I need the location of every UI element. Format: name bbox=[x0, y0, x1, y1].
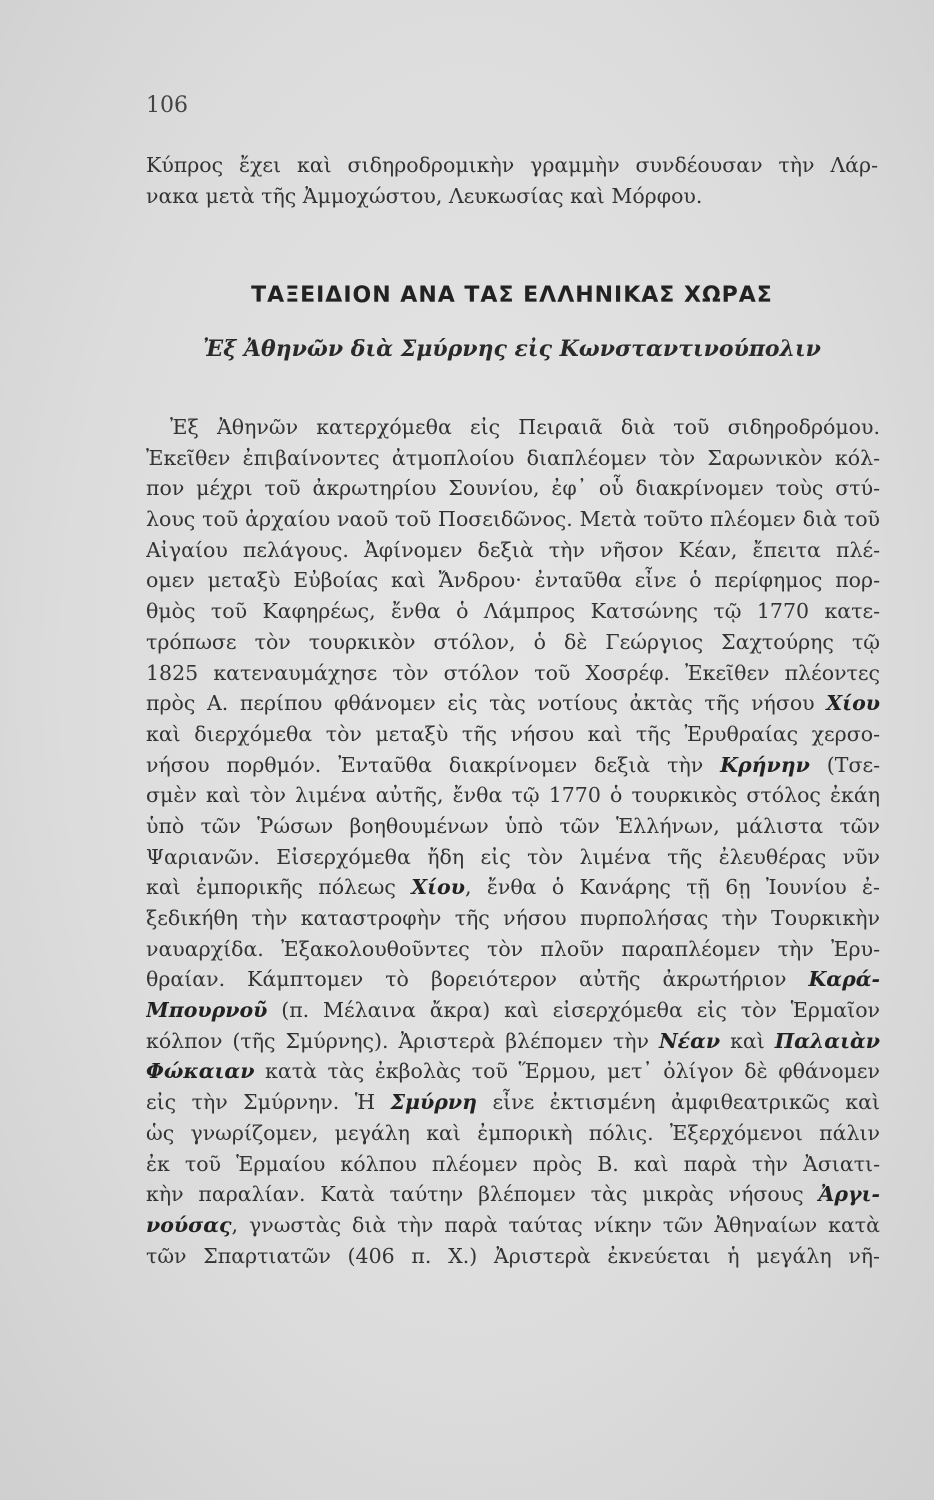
place-name: Νέαν bbox=[658, 1028, 721, 1053]
body-line: ὑπὸ τῶν Ῥώσων βοηθουμένων ὑπὸ τῶν Ἑλλήνων, μάλιστα τῶν bbox=[146, 813, 880, 838]
place-name: Καρά- bbox=[808, 967, 880, 992]
body-line: νήσου πορθμόν. Ἐνταῦθα διακρίνομεν δεξιὰ τὴν Κρήνην (Τσε- bbox=[146, 752, 880, 777]
place-name: Μπουρνοῦ bbox=[146, 998, 268, 1023]
body-line: νούσας, γνωστὰς διὰ τὴν παρὰ ταύτας νίκην τῶν Ἀθηναίων κατὰ bbox=[146, 1212, 880, 1237]
body-line: σμὲν καὶ τὸν λιμένα αὐτῆς, ἔνθα τῷ 1770 ὁ τουρκικὸς στόλος ἐκάη bbox=[146, 783, 880, 808]
body-line: 1825 κατεναυμάχησε τὸν στόλον τοῦ Χοσρέφ. Ἐκεῖθεν πλέοντες bbox=[146, 660, 880, 685]
place-name: Σμύρνη bbox=[390, 1090, 477, 1115]
body-line: ξεδικήθη τὴν καταστροφὴν τῆς νήσου πυρπολήσας τὴν Τουρκικὴν bbox=[146, 906, 880, 930]
body-line: εἰς τὴν Σμύρνην. Ἡ Σμύρνη εἶνε ἐκτισμένη ἀμφιθεατρικῶς καὶ bbox=[146, 1090, 880, 1115]
place-name: Παλαιὰν bbox=[774, 1028, 880, 1053]
page-number: 106 bbox=[146, 93, 188, 118]
body-line: Ἐκεῖθεν ἐπιβαίνοντες ἀτμοπλοίου διαπλέομεν τὸν Σαρωνικὸν κόλ- bbox=[146, 445, 880, 470]
place-name: Χίου bbox=[411, 875, 465, 900]
body-line: λους τοῦ ἀρχαίου ναοῦ τοῦ Ποσειδῶνος. Μετὰ τοῦτο πλέομεν διὰ τοῦ bbox=[146, 507, 880, 532]
place-name: νούσας bbox=[146, 1212, 232, 1237]
body-line: κὴν παραλίαν. Κατὰ ταύτην βλέπομεν τὰς μικρὰς νήσους Ἀργι- bbox=[146, 1182, 880, 1207]
place-name: Κρήνην bbox=[720, 752, 810, 777]
body-line: τῶν Σπαρτιατῶν (406 π. Χ.) Ἀριστερὰ ἐκνεύεται ἡ μεγάλη νῆ- bbox=[146, 1243, 880, 1268]
body-line: ομεν μεταξὺ Εὐβοίας καὶ Ἄνδρου· ἐνταῦθα εἶνε ὁ περίφημος πορ- bbox=[146, 568, 880, 593]
body-line: Αἰγαίου πελάγους. Ἀφίνομεν δεξιὰ τὴν νῆσον Κέαν, ἔπειτα πλέ- bbox=[146, 537, 880, 562]
intro-paragraph bbox=[146, 150, 878, 211]
intro-line: νακα μετὰ τῆς Ἀμμοχώστου, Λευκωσίας καὶ Μόρφου. bbox=[146, 183, 703, 208]
body-paragraph bbox=[146, 412, 880, 1271]
body-line: Ἐξ Ἀθηνῶν κατερχόμεθα εἰς Πειραιᾶ διὰ τοῦ σιδηροδρόμου. bbox=[170, 415, 880, 439]
body-line: ναυαρχίδα. Ἐξακολουθοῦντες τὸν πλοῦν παραπλέομεν τὴν Ἐρυ- bbox=[146, 936, 880, 961]
body-line: Φώκαιαν κατὰ τὰς ἐκβολὰς τοῦ Ἕρμου, μετ᾽ ὀλίγον δὲ φθάνομεν bbox=[146, 1059, 880, 1084]
body-line: ἐκ τοῦ Ἑρμαίου κόλπου πλέομεν πρὸς Β. καὶ παρὰ τὴν Ἀσιατι- bbox=[146, 1151, 880, 1176]
place-name: Ἀργι- bbox=[818, 1182, 880, 1207]
body-line: τρόπωσε τὸν τουρκικὸν στόλον, ὁ δὲ Γεώργιος Σαχτούρης τῷ bbox=[146, 629, 880, 654]
body-line: πρὸς Α. περίπου φθάνομεν εἰς τὰς νοτίους ἀκτὰς τῆς νήσου Χίου bbox=[146, 691, 880, 716]
body-line: κόλπον (τῆς Σμύρνης). Ἀριστερὰ βλέπομεν τὴν Νέαν καὶ Παλαιὰν bbox=[146, 1028, 880, 1053]
route-subtitle: Ἐξ Ἀθηνῶν διὰ Σμύρνης εἰς Κωνσταντινούπολιν bbox=[203, 336, 821, 362]
intro-line: Κύπρος ἔχει καὶ σιδηροδρομικὴν γραμμὴν συνδέουσαν τὴν Λάρ- bbox=[146, 153, 878, 177]
body-line: θμὸς τοῦ Καφηρέως, ἔνθα ὁ Λάμπρος Κατσώνης τῷ 1770 κατε- bbox=[146, 599, 880, 624]
body-line: ὡς γνωρίζομεν, μεγάλη καὶ ἐμπορικὴ πόλις. Ἐξερχόμενοι πάλιν bbox=[146, 1120, 880, 1145]
body-line: θραίαν. Κάμπτομεν τὸ βορειότερον αὐτῆς ἀκρωτήριον Καρά- bbox=[146, 967, 880, 992]
body-line: πον μέχρι τοῦ ἀκρωτηρίου Σουνίου, ἐφ᾽ οὗ διακρίνομεν τοὺς στύ- bbox=[146, 476, 880, 501]
body-line: Ψαριανῶν. Εἰσερχόμεθα ἤδη εἰς τὸν λιμένα τῆς ἐλευθέρας νῦν bbox=[146, 844, 880, 869]
place-name: Χίου bbox=[826, 691, 880, 716]
section-title: ΤΑΞΕΙΔΙΟΝ ΑΝΑ ΤΑΣ ΕΛΛΗΝΙΚΑΣ ΧΩΡΑΣ bbox=[251, 283, 773, 308]
body-line: Μπουρνοῦ (π. Μέλαινα ἄκρα) καὶ εἰσερχόμεθα εἰς τὸν Ἑρμαῖον bbox=[146, 998, 880, 1023]
place-name: Φώκαιαν bbox=[146, 1059, 255, 1084]
body-line: καὶ ἐμπορικῆς πόλεως Χίου, ἔνθα ὁ Κανάρης τῇ 6ῃ Ἰουνίου ἐ- bbox=[146, 875, 880, 900]
body-line: καὶ διερχόμεθα τὸν μεταξὺ τῆς νήσου καὶ τῆς Ἐρυθραίας χερσο- bbox=[146, 721, 880, 746]
